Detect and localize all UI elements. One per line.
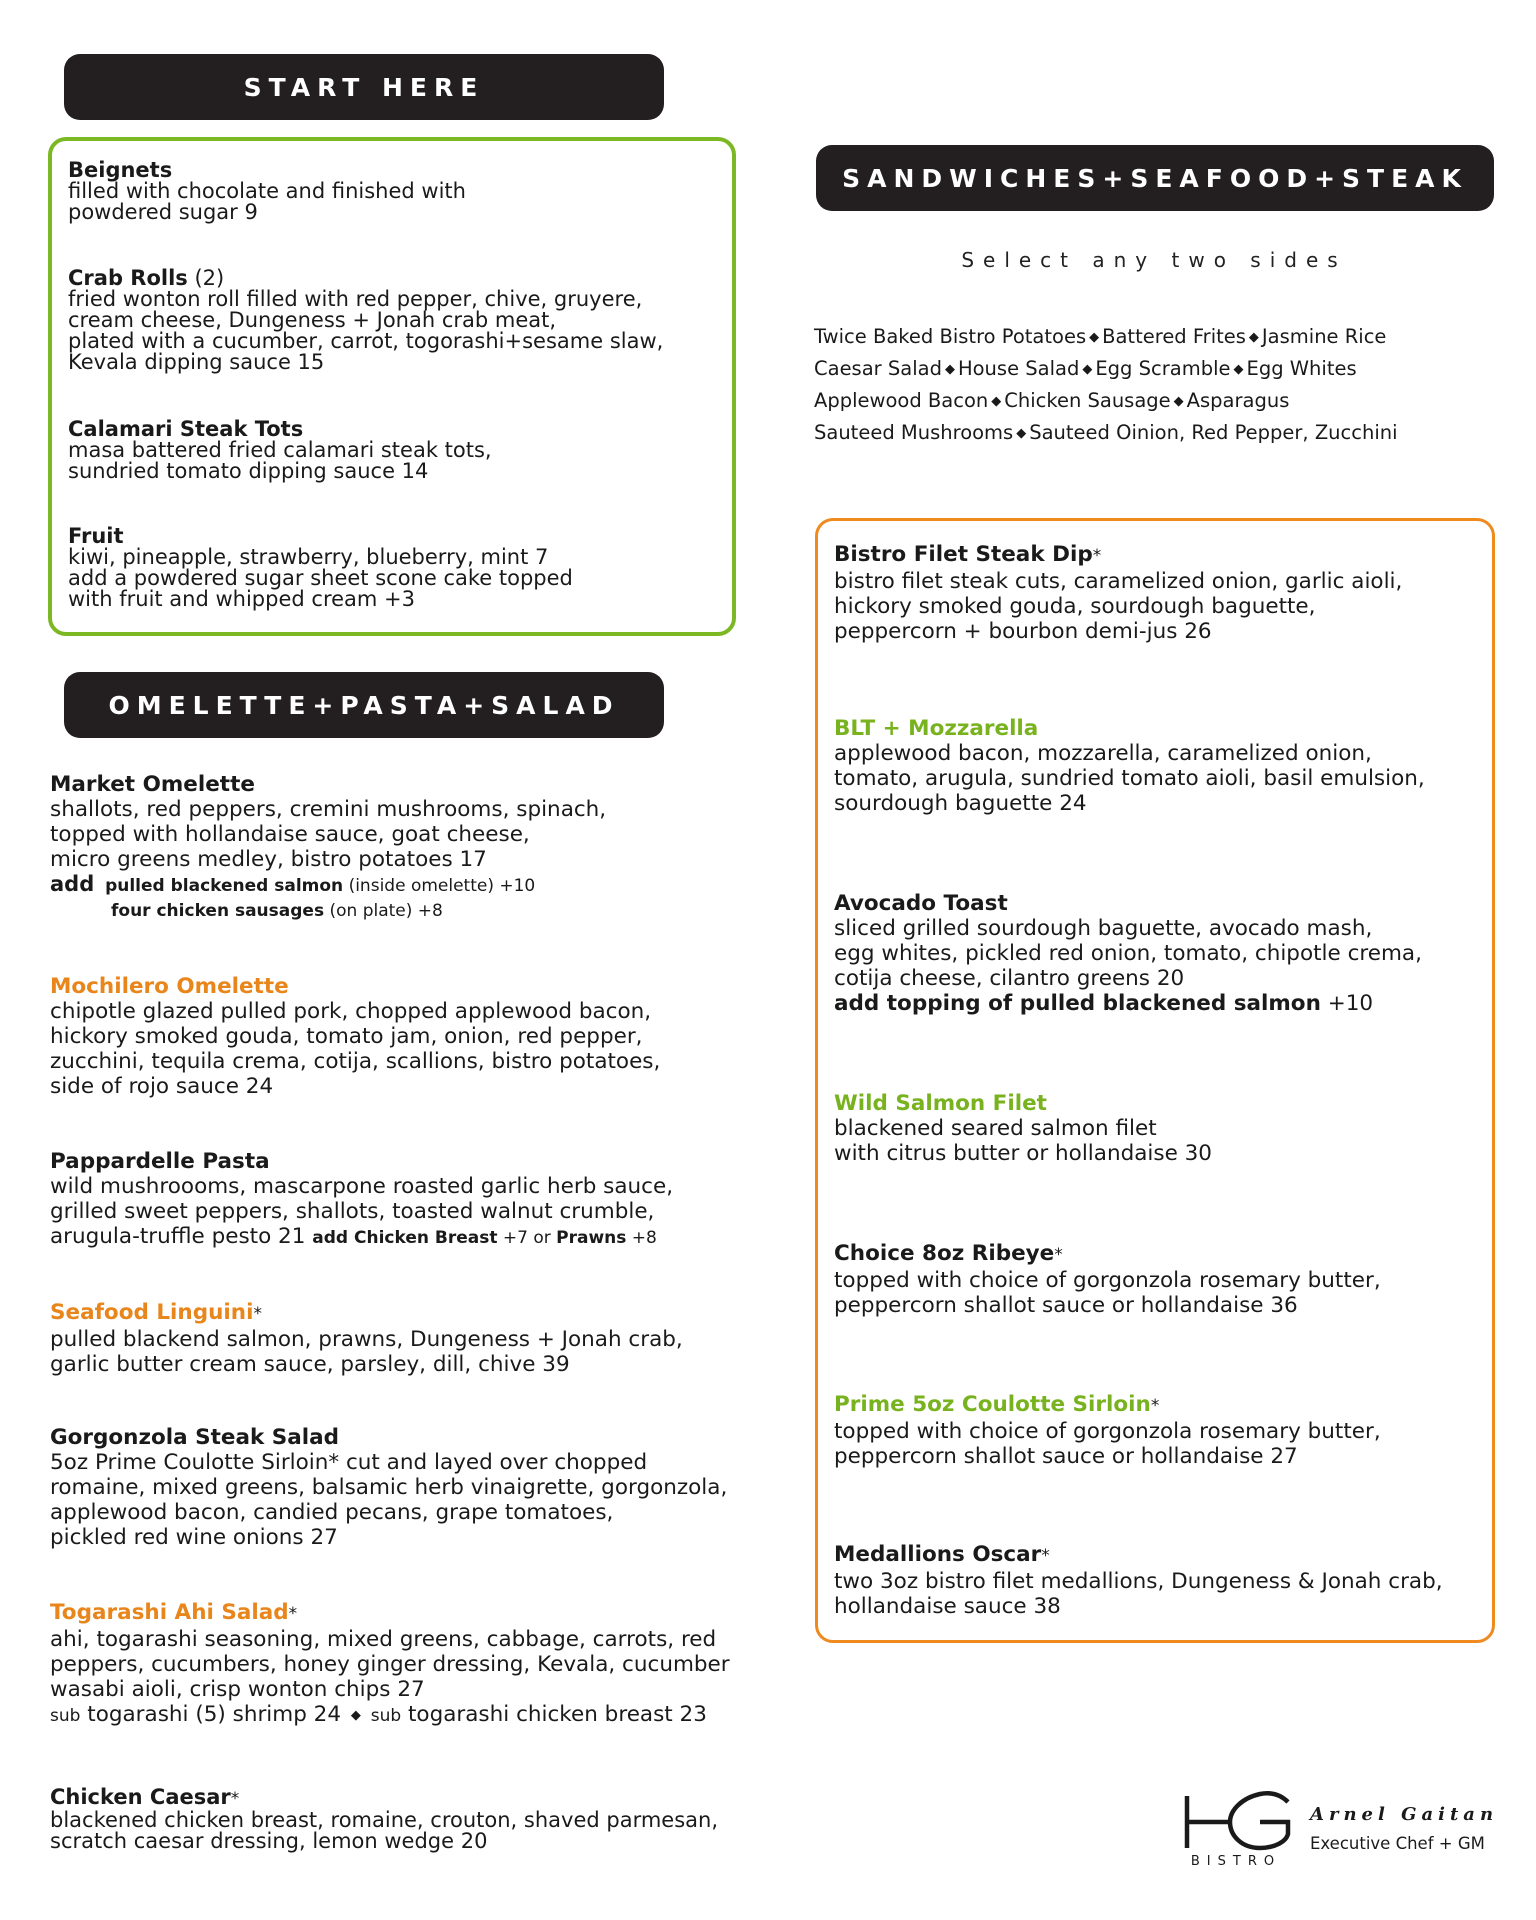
item-desc: peppercorn + bourbon demi-jus 26 [834, 619, 1212, 644]
item-desc: topped with hollandaise sauce, goat cheese, [50, 822, 530, 847]
item-desc: sundried tomato dipping sauce 14 [68, 459, 429, 483]
menu-item-bistro-filet-steak-dip: Bistro Filet Steak Dip* bistro filet steak cuts, caramelized onion, garlic aioli, hickory smoked gouda, sourdough baguette, peppercorn + bourbon demi-jus 26 [834, 542, 1403, 644]
item-name: Fruit [68, 524, 124, 548]
diamond-bullet-icon: ◆ [1082, 362, 1093, 377]
menu-item-gorgonzola-steak-salad [50, 1425, 727, 1550]
menu-item-wild-salmon-filet [834, 1091, 1212, 1166]
sides-row: Sauteed Mushrooms ◆ Sauteed Oinion, Red Pepper, Zucchini [814, 421, 1398, 444]
menu-item-crab-rolls [68, 268, 663, 373]
item-desc: grilled sweet peppers, shallots, toasted walnut crumble, [50, 1199, 655, 1224]
item-desc: sliced grilled sourdough baguette, avocado mash, [834, 916, 1373, 941]
item-desc: wasabi aioli, crisp wonton chips 27 [50, 1677, 425, 1702]
item-name: Beignets [68, 158, 173, 182]
item-desc: side of rojo sauce 24 [50, 1074, 274, 1099]
item-desc: romaine, mixed greens, balsamic herb vinaigrette, gorgonzola, [50, 1475, 728, 1500]
item-addon: four chicken sausages (on plate) +8 [111, 901, 443, 921]
item-name: Market Omelette [50, 772, 255, 797]
item-desc: applewood bacon, mozzarella, caramelized onion, [834, 741, 1372, 766]
item-desc: powdered sugar 9 [68, 200, 258, 224]
item-desc: topped with choice of gorgonzola rosemary butter, [834, 1268, 1381, 1293]
menu-item-calamari-steak-tots [68, 419, 492, 482]
diamond-bullet-icon: ◆ [1248, 330, 1259, 345]
item-name: Prime 5oz Coulotte Sirloin [834, 1392, 1151, 1417]
item-desc: zucchini, tequila crema, cotija, scallions, bistro potatoes, [50, 1049, 661, 1074]
menu-item-pappardelle-pasta [50, 1149, 673, 1251]
sides-row: Applewood Bacon ◆ Chicken Sausage ◆ Asparagus [814, 389, 1290, 412]
item-desc: 5oz Prime Coulotte Sirloin* cut and layed over chopped [50, 1450, 648, 1475]
menu-item-avocado-toast [834, 891, 1422, 1016]
omelette-pasta-salad-banner: OMELETTE+PASTA+SALAD [64, 672, 664, 738]
item-desc: cream cheese, Dungeness + Jonah crab meat, [68, 308, 557, 332]
item-desc: masa battered fried calamari steak tots, [68, 438, 492, 462]
item-name: Togarashi Ahi Salad [50, 1600, 289, 1625]
item-desc: Kevala dipping sauce 15 [68, 350, 325, 374]
item-desc: applewood bacon, candied pecans, grape tomatoes, [50, 1500, 614, 1525]
item-desc: kiwi, pineapple, strawberry, blueberry, mint 7 [68, 545, 549, 569]
item-name: Medallions Oscar [834, 1542, 1042, 1567]
menu-item-chicken-caesar: Chicken Caesar* blackened chicken breast, romaine, crouton, shaved parmesan, scratch caesar dressing, lemon wedge 20 [50, 1785, 719, 1853]
menu-item-market-omelette [50, 772, 606, 924]
item-name: Seafood Linguini [50, 1300, 254, 1325]
item-desc: peppers, cucumbers, honey ginger dressing, Kevala, cucumber [50, 1652, 730, 1677]
item-desc: scratch caesar dressing, lemon wedge 20 [50, 1829, 488, 1853]
start-here-banner: START HERE [64, 54, 664, 120]
item-desc: sourdough baguette 24 [834, 791, 1087, 816]
item-desc: filled with chocolate and finished with [68, 179, 466, 203]
item-addon: add pulled blackened salmon (inside omelette) +10 [50, 872, 536, 896]
item-name: Chicken Caesar [50, 1785, 231, 1809]
menu-item-mochilero-omelette [50, 974, 660, 1099]
menu-item-beignets [68, 160, 466, 223]
item-desc: with citrus butter or hollandaise 30 [834, 1141, 1212, 1166]
menu-item-prime-coulotte-sirloin: Prime 5oz Coulotte Sirloin* topped with choice of gorgonzola rosemary butter, peppercorn shallot sauce or hollandaise 27 [834, 1392, 1381, 1469]
item-desc: topped with choice of gorgonzola rosemary butter, [834, 1419, 1381, 1444]
chef-name: Arnel Gaitan [1310, 1804, 1499, 1825]
item-name: BLT + Mozzarella [834, 716, 1039, 741]
item-desc: hickory smoked gouda, sourdough baguette, [834, 594, 1316, 619]
item-desc: arugula-truffle pesto 21 add Chicken Breast +7 or Prawns +8 [50, 1224, 657, 1249]
diamond-bullet-icon: ◆ [1016, 426, 1027, 441]
chef-title: Executive Chef + GM [1310, 1834, 1485, 1853]
item-desc: cotija cheese, cilantro greens 20 [834, 966, 1185, 991]
diamond-bullet-icon: ◆ [991, 394, 1002, 409]
item-addon: add topping of pulled blackened salmon +10 [834, 991, 1374, 1016]
menu-item-seafood-linguini: Seafood Linguini* pulled blackend salmon, prawns, Dungeness + Jonah crab, garlic butter cream sauce, parsley, dill, chive 39 [50, 1300, 683, 1377]
item-desc: garlic butter cream sauce, parsley, dill, chive 39 [50, 1352, 570, 1377]
item-desc: add a powdered sugar sheet scone cake topped [68, 566, 573, 590]
sandwiches-seafood-steak-banner: SANDWICHES+SEAFOOD+STEAK [816, 145, 1494, 211]
sides-list [814, 321, 1398, 449]
sides-row: Caesar Salad ◆ House Salad ◆ Egg Scramble ◆ Egg Whites [814, 357, 1357, 380]
item-desc: micro greens medley, bistro potatoes 17 [50, 847, 487, 872]
item-name: Avocado Toast [834, 891, 1008, 916]
item-desc: shallots, red peppers, cremini mushrooms, spinach, [50, 797, 607, 822]
item-qty: (2) [187, 266, 225, 290]
item-desc: peppercorn shallot sauce or hollandaise 36 [834, 1293, 1298, 1318]
item-desc: egg whites, pickled red onion, tomato, chipotle crema, [834, 941, 1422, 966]
diamond-bullet-icon: ◆ [1173, 394, 1184, 409]
item-desc: pulled blackend salmon, prawns, Dungeness + Jonah crab, [50, 1327, 683, 1352]
item-desc: hollandaise sauce 38 [834, 1594, 1061, 1619]
item-name: Wild Salmon Filet [834, 1091, 1047, 1116]
diamond-bullet-icon: ◆ [1233, 362, 1244, 377]
item-desc: peppercorn shallot sauce or hollandaise 27 [834, 1444, 1298, 1469]
item-desc: blackened seared salmon filet [834, 1116, 1157, 1141]
item-desc: two 3oz bistro filet medallions, Dungeness & Jonah crab, [834, 1569, 1443, 1594]
sides-title: Select any two sides [961, 248, 1347, 272]
item-name: Crab Rolls [68, 266, 188, 290]
hg-bistro-logo-icon [1180, 1788, 1292, 1868]
item-desc: hickory smoked gouda, tomato jam, onion, red pepper, [50, 1024, 643, 1049]
item-desc: chipotle glazed pulled pork, chopped applewood bacon, [50, 999, 652, 1024]
menu-item-blt-mozzarella [834, 716, 1425, 816]
item-desc: ahi, togarashi seasoning, mixed greens, cabbage, carrots, red [50, 1627, 717, 1652]
item-name: Bistro Filet Steak Dip [834, 542, 1093, 567]
menu-item-medallions-oscar: Medallions Oscar* two 3oz bistro filet medallions, Dungeness & Jonah crab, hollandaise sauce 38 [834, 1542, 1443, 1619]
sides-row: Twice Baked Bistro Potatoes ◆ Battered Frites ◆ Jasmine Rice [814, 325, 1387, 348]
item-name: Gorgonzola Steak Salad [50, 1425, 340, 1450]
logo-sub-text: BISTRO [1190, 1854, 1282, 1868]
diamond-bullet-icon: ◆ [944, 362, 955, 377]
item-name: Mochilero Omelette [50, 974, 289, 999]
item-desc: blackened chicken breast, romaine, crouton, shaved parmesan, [50, 1808, 719, 1832]
sandwiches-box [815, 518, 1495, 1643]
diamond-bullet-icon: ◆ [350, 1708, 361, 1723]
item-desc: tomato, arugula, sundried tomato aioli, basil emulsion, [834, 766, 1425, 791]
item-name: Pappardelle Pasta [50, 1149, 270, 1174]
item-desc: plated with a cucumber, carrot, togorashi+sesame slaw, [68, 329, 664, 353]
diamond-bullet-icon: ◆ [1089, 330, 1100, 345]
item-desc: pickled red wine onions 27 [50, 1525, 338, 1550]
item-desc: with fruit and whipped cream +3 [68, 587, 415, 611]
menu-item-choice-ribeye: Choice 8oz Ribeye* topped with choice of gorgonzola rosemary butter, peppercorn shallot sauce or hollandaise 36 [834, 1241, 1381, 1318]
item-name: Calamari Steak Tots [68, 417, 304, 441]
item-desc: fried wonton roll filled with red pepper, chive, gruyere, [68, 287, 643, 311]
item-name: Choice 8oz Ribeye [834, 1241, 1055, 1266]
item-desc: wild mushroooms, mascarpone roasted garlic herb sauce, [50, 1174, 674, 1199]
item-substitutions: sub togarashi (5) shrimp 24 ◆ sub togarashi chicken breast 23 [50, 1702, 707, 1727]
menu-item-togarashi-ahi-salad: Togarashi Ahi Salad* ahi, togarashi seasoning, mixed greens, cabbage, carrots, red peppers, cucumbers, honey ginger dressing, Kevala, cucumber wasabi aioli, crisp wonton chips 27 sub togarashi (5) shrimp 24 ◆ sub togarashi chicken breast 23 [50, 1600, 730, 1727]
menu-item-fruit [68, 526, 573, 610]
item-desc: bistro filet steak cuts, caramelized onion, garlic aioli, [834, 569, 1403, 594]
